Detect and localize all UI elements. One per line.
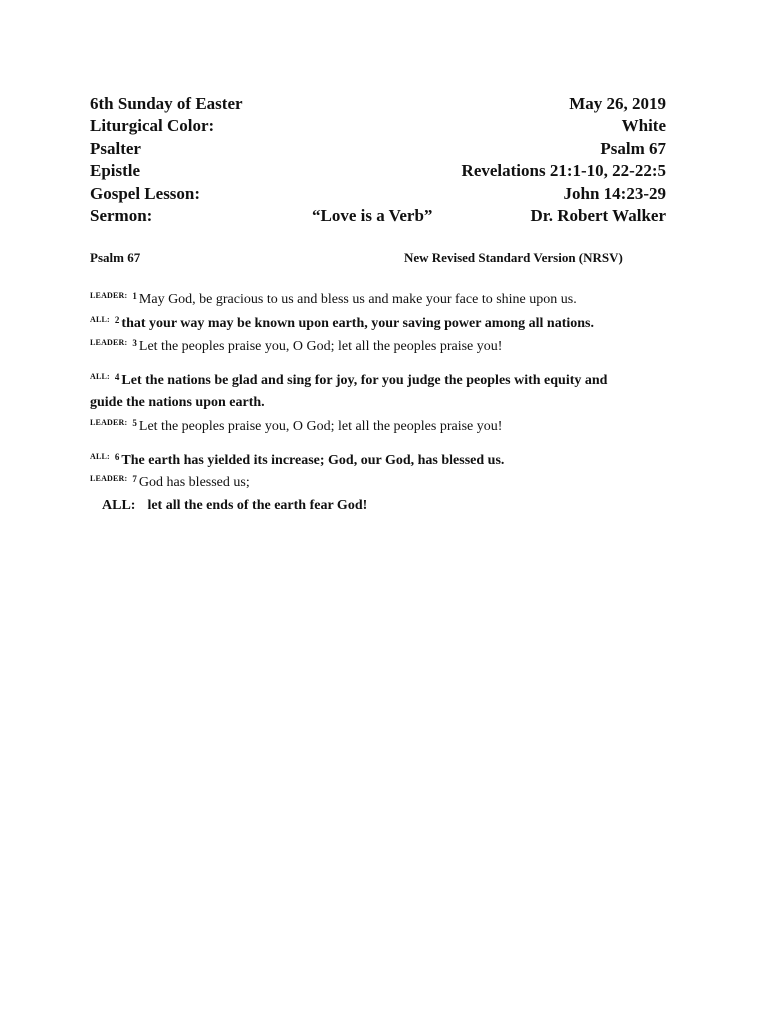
closing-response [102, 498, 367, 514]
header-row-epistle [90, 161, 666, 183]
verse-text: that your way may be known upon earth, your saving power among all nations. [121, 316, 594, 331]
gospel-label: Gospel Lesson: [90, 184, 201, 203]
verse-1 [90, 291, 577, 308]
role-label: LEADER: [90, 338, 128, 347]
verse-number: 1 [132, 291, 137, 301]
sermon-label: Sermon: [90, 206, 153, 225]
verse-number: 3 [132, 338, 137, 348]
verse-number: 4 [114, 372, 120, 382]
verse-5 [90, 418, 502, 435]
verse-6 [90, 452, 504, 469]
verse-4-continued: guide the nations upon earth. [90, 395, 265, 410]
sermon-preacher: Dr. Robert Walker [530, 206, 666, 225]
verse-3 [90, 338, 502, 355]
closing-text: let all the ends of the earth fear God! [147, 498, 368, 513]
verse-number: 2 [114, 315, 120, 325]
verse-2 [90, 315, 594, 332]
header-row-gospel [90, 184, 666, 206]
header-row-color [90, 116, 666, 138]
sermon-title: “Love is a Verb” [312, 206, 433, 225]
reading-title: Psalm 67 [90, 250, 141, 265]
verse-number: 7 [132, 474, 137, 484]
gospel-value: John 14:23-29 [563, 184, 666, 203]
verse-number: 6 [114, 452, 120, 462]
header-row-psalter [90, 139, 666, 161]
verse-text: Let the peoples praise you, O God; let all the peoples praise you! [138, 339, 503, 354]
psalter-value: Psalm 67 [600, 139, 666, 158]
liturgical-color-value: White [621, 116, 666, 135]
header-row-sermon [90, 206, 666, 228]
reading-version: New Revised Standard Version (NRSV) [404, 250, 623, 265]
header-row-sunday [90, 94, 666, 116]
closing-role: ALL: [102, 498, 136, 513]
verse-text: The earth has yielded its increase; God, our God, has blessed us. [121, 453, 505, 468]
verse-7 [90, 474, 250, 491]
role-label: ALL: [90, 372, 110, 381]
epistle-value: Revelations 21:1-10, 22-22:5 [461, 161, 666, 180]
role-label: LEADER: [90, 291, 128, 300]
role-label: LEADER: [90, 418, 128, 427]
psalter-label: Psalter [90, 139, 141, 158]
role-label: LEADER: [90, 474, 128, 483]
verse-number: 5 [132, 418, 137, 428]
service-date: May 26, 2019 [569, 94, 666, 113]
role-label: ALL: [90, 452, 110, 461]
liturgical-color-label: Liturgical Color: [90, 116, 215, 135]
role-label: ALL: [90, 315, 110, 324]
verse-text: Let the peoples praise you, O God; let all the peoples praise you! [138, 419, 503, 434]
verse-text: God has blessed us; [138, 475, 250, 490]
epistle-label: Epistle [90, 161, 141, 180]
service-name: 6th Sunday of Easter [90, 94, 243, 113]
verse-text: May God, be gracious to us and bless us and make your face to shine upon us. [138, 292, 577, 307]
verse-text: Let the nations be glad and sing for joy, for you judge the peoples with equity and [121, 373, 608, 388]
verse-4 [90, 372, 607, 389]
